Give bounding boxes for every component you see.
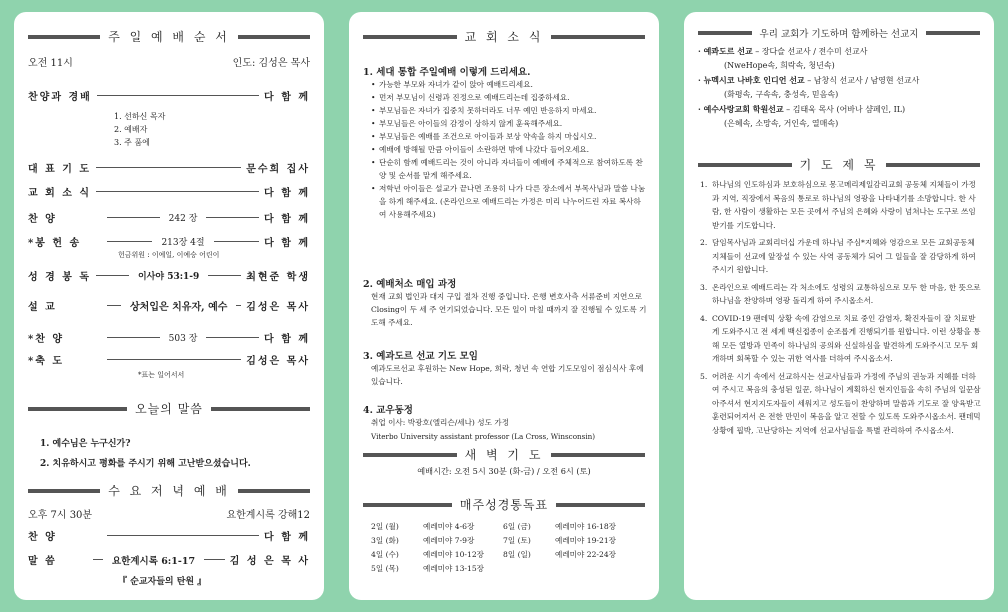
- table-cell: [503, 562, 555, 576]
- praise-song-list: [114, 110, 165, 149]
- table-cell: 5일 (목): [371, 564, 399, 573]
- table-cell: 7일 (토): [503, 536, 531, 545]
- worship-order-panel: [14, 12, 324, 600]
- list-item-sub: (은혜속, 소망속, 거인속, 열매속): [724, 119, 839, 128]
- table-cell: 예레미야 16-18장: [555, 522, 616, 531]
- evening-service-header: 수 요 저 녁 예 배: [28, 482, 310, 499]
- news-section-title: 4. 교우동정: [363, 405, 413, 416]
- news-section-list: [371, 78, 647, 221]
- list-item: 5. 어려운 시기 속에서 선교하시는 선교사님들과 가정에 주님의 권능과 지혜를 더하여 주시고 복음의 충성된 일꾼, 하나님이 계획하신 현지인들을 속히 주님의 일꾼삼아주셔서 현지지도자들이 세워지고 성도들이 찬양하며 말씀과 기도로 잘 양육받고 훈련되어져서 온 전한 만민이 복음을 알고 전할 수 있도록 도와주시옵소서. 팬데믹 상황에 핍박, 고난당하는 지역에 선교사님들을 특별 관리하여 주시옵소서.: [700, 371, 981, 435]
- dawn-prayer-header: 새 벽 기 도: [363, 446, 645, 463]
- table-cell: 예레미야 7-9장: [423, 536, 475, 545]
- missionaries-header: 우리 교회가 기도하며 함께하는 선교지: [698, 26, 980, 40]
- table-cell: 3일 (화): [371, 536, 399, 545]
- worship-item-row: 설 교 상처입은 치유자, 예수 김성은 목사: [28, 302, 310, 313]
- table-cell: 예레미야 13-15장: [423, 564, 484, 573]
- prayer-topics-list: [700, 178, 982, 441]
- worship-item-row: 대 표 기 도 문수희 집사: [28, 164, 310, 175]
- list-item: 2. 담임목사님과 교회리더십 가운데 하나님 주심*지혜와 영감으로 모든 교회공동체 지체들이 선교에 앞장설 수 있는 사역 공동체가 되어 그 일들을 잘 감당하게 하여 주시기 원합니다.: [700, 238, 976, 274]
- today-word-list: [40, 434, 251, 474]
- news-section-text: 취업 이사: 박광호(엘리슨/세나) 성도 가정: [371, 418, 510, 427]
- church-news-panel: [349, 12, 659, 600]
- church-news-header: 교 회 소 식: [363, 28, 645, 45]
- praise-song: 3. 주 품에: [114, 138, 150, 147]
- list-item: • 예배에 방해될 만큼 아이들이 소란하면 밖에 나갔다 들어오세요.: [371, 143, 647, 156]
- evening-time: 오후 7시 30분: [28, 510, 93, 521]
- offering-note: 헌금위원 : 이예일, 이예승 어린이: [118, 251, 220, 259]
- list-item: · 예콰도르 선교 – 장다슬 선교사 / 전수미 선교사: [698, 46, 868, 56]
- worship-item-row: 찬 양 242 장 다 함 께: [28, 214, 310, 225]
- stand-note: *표는 일어서서: [138, 371, 185, 379]
- today-word-line: 2. 치유하시고 평화를 주시기 위해 고난받으셨습니다.: [40, 459, 251, 469]
- table-cell: 2일 (월): [371, 522, 399, 531]
- evening-item-row: 찬 양 다 함 께: [28, 532, 310, 543]
- worship-order-header: 주 일 예 배 순 서: [28, 28, 310, 45]
- bible-reading-table: [371, 520, 635, 576]
- table-cell: 예레미야 19-21장: [555, 536, 616, 545]
- table-cell: 4일 (수): [371, 550, 399, 559]
- evening-sermon-title: 『 순교자들의 탄원 』: [118, 577, 207, 587]
- worship-item-row: 성 경 봉 독 이사야 53:1-9 최현준 학생: [28, 272, 310, 283]
- news-section-title: 2. 예배처소 매입 과정: [363, 279, 457, 290]
- table-cell: [555, 562, 635, 576]
- praise-song: 1. 선하신 목자: [114, 112, 166, 121]
- table-cell: 예레미야 4-6장: [423, 522, 475, 531]
- worship-item-row: 교 회 소 식 다 함 께: [28, 188, 310, 199]
- missions-prayer-panel: [684, 12, 994, 600]
- list-item: · 뉴멕시코 나바호 인디언 선교 – 남창식 선교사 / 남영현 선교사: [698, 75, 920, 85]
- worship-time: 오전 11시: [28, 58, 73, 69]
- worship-item-row: *축 도 김성은 목사: [28, 356, 310, 367]
- evening-item-row: 말 씀 요한계시록 6:1-17 김 성 은 목 사: [28, 555, 310, 567]
- missionary-list: [698, 44, 984, 131]
- list-item: 1. 하나님의 인도하심과 보호하심으로 몽고메리제일감리교회 공동체 지체들이 가정과 지역, 직장에서 복음의 통로로 하나님의 영광을 나타내기를 소망합니다. 한 사람, 한 사람이 생활하는 모든 곳에서 주님의 은혜와 사랑이 넘쳐나는 도구로 쓰임받기를 기도합니다.: [700, 180, 976, 230]
- worship-item-row: 찬양과 경배 다 함 께: [28, 92, 310, 103]
- list-item: • 단순히 함께 예배드리는 것이 아니라 자녀들이 예배에 주체적으로 참여하도록 찬양 및 순서를 맡게 해주세요.: [371, 156, 647, 182]
- news-section-title: 3. 예과도르 선교 기도 모임: [363, 351, 478, 362]
- list-item: • 부모님들은 아이들의 감정이 상하지 않게 훈육해주세요.: [371, 117, 647, 130]
- table-cell: 예레미야 10-12장: [423, 550, 484, 559]
- worship-leader: 인도: 김성은 목사: [232, 58, 310, 69]
- praise-song: 2. 예배자: [114, 125, 148, 134]
- list-item: • 가능한 부모와 자녀가 같이 앉아 예배드리세요.: [371, 78, 647, 91]
- list-item: • 부모님들은 자녀가 집중치 못하더라도 너무 예민 반응하지 마세요.: [371, 104, 647, 117]
- table-cell: 6일 (금): [503, 522, 531, 531]
- news-section-text: 현재 교회 법인과 대지 구입 절차 진행 중입니다. 은행 변호사측 서류준비 지연으로 Closing이 두 세 주 연기되었습니다. 모든 일이 마칠 때까지 잘 진행될 수 있도록 기도해 주세요.: [371, 292, 647, 327]
- list-item: 3. 온라인으로 예배드리는 각 처소에도 성령의 교통하심으로 모두 한 마음, 한 뜻으로 하나님을 찬양하며 영광 돌리게 하여 주시옵소서.: [700, 282, 981, 305]
- news-section-title: 1. 세대 통합 주일예배 이렇게 드리세요.: [363, 67, 531, 78]
- list-item: • 부모님들은 예배를 조건으로 아이들과 보상 약속을 하지 마십시오.: [371, 130, 647, 143]
- today-word-header: 오늘의 말씀: [28, 400, 310, 417]
- worship-item-row: *찬 양 503 장 다 함 께: [28, 334, 310, 345]
- list-item: • 먼저 부모님이 신령과 진정으로 예배드리는데 집중하세요.: [371, 91, 647, 104]
- news-section-text: Viterbo University assistant professor (La Cross, Winsconsin): [371, 432, 596, 441]
- news-section-text: 예과도르선교 후원하는 New Hope, 희락, 청년 속 연합 기도모임이 점심식사 후에 있습니다.: [371, 364, 644, 386]
- list-item-sub: (NweHope속, 희락속, 청년속): [724, 61, 835, 70]
- list-item: • 저학년 아이들은 설교가 끝나면 조용히 나가 다른 장소에서 부목사님과 말씀 나눔을 하게 해주세요. (온라인으로 예배드리는 가정은 미리 나누어드린 자료 복사하여 사용해주세요): [371, 182, 647, 221]
- worship-item-row: *봉 헌 송 213장 4절 다 함 께: [28, 238, 311, 249]
- dawn-prayer-time: 예배시간: 오전 5시 30분 (화-금) / 오전 6시 (토): [417, 466, 591, 476]
- list-item-sub: (화평속, 구속속, 충성속, 믿음속): [724, 90, 839, 99]
- bible-reading-header: 매주성경통독표: [363, 496, 645, 513]
- worship-time-row: [28, 54, 310, 69]
- list-item: · 예수사랑교회 학원선교 – 김태욱 목사 (어바나 샴페인, IL): [698, 104, 906, 114]
- today-word-line: 1. 예수님은 누구신가?: [40, 439, 131, 449]
- list-item: 4. COVID-19 팬데믹 상황 속에 감염으로 치료 중인 감염자, 확진자들이 잘 치료받게 도와주시고 전 세계 백신접종이 순조롭게 진행되기를 원합니다. 이런 상황을 통해 모든 열방과 민족이 하나님의 공의와 신실하심을 발견하게 도와주시고 모두 회개하며 회복할 수 있는 귀한 역사를 더하여 주시옵소서.: [700, 313, 981, 363]
- prayer-topics-header: 기 도 제 목: [698, 156, 980, 173]
- evening-book: 요한계시록 강해12: [226, 510, 310, 521]
- evening-time-row: [28, 506, 310, 521]
- table-cell: 예레미야 22-24장: [555, 550, 616, 559]
- table-cell: 8일 (일): [503, 550, 531, 559]
